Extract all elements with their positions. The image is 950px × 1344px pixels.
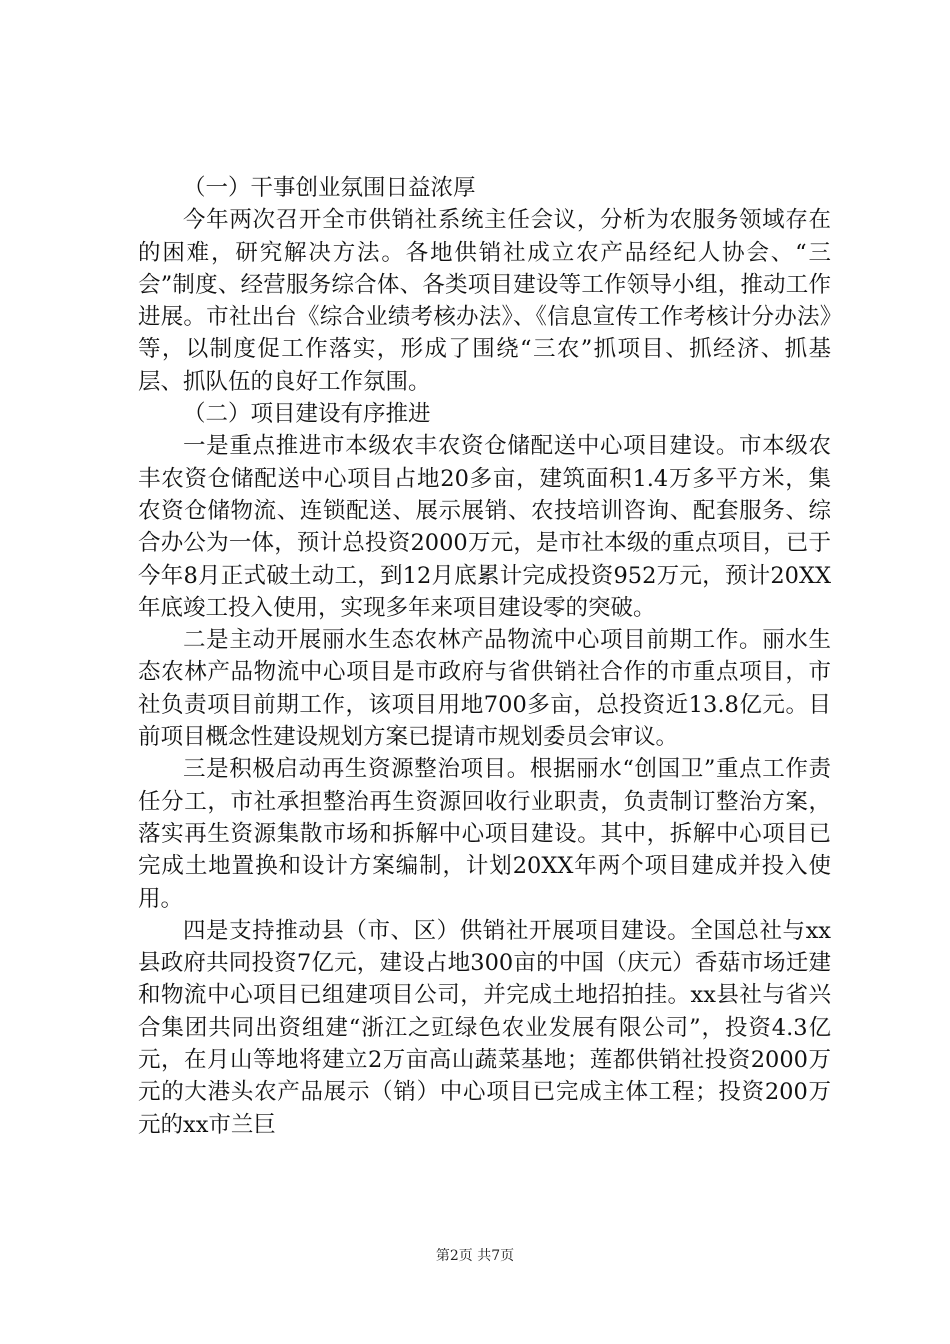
body-paragraph: 一是重点推进市本级农丰农资仓储配送中心项目建设。市本级农丰农资仓储配送中心项目占地20多亩，建筑面积1.4万多平方米，集农资仓储物流、连锁配送、展示展销、农技培训咨询、配套服务、综合办公为一体，预计总投资2000万元，是市社本级的重点项目，已于今年8月正式破土动工，到12月底累计完成投资952万元，预计20XX年底竣工投入使用，实现多年来项目建设零的突破。 xyxy=(138,433,831,621)
body-paragraph: 今年两次召开全市供销社系统主任会议，分析为农服务领域存在的困难，研究解决方法。各地供销社成立农产品经纪人协会、“三会”制度、经营服务综合体、各类项目建设等工作领导小组，推动工作进展。市社出台《综合业绩考核办法》、《信息宣传工作考核计分办法》等，以制度促工作落实，形成了围绕“三农”抓项目、抓经济、抓基层、抓队伍的良好工作氛围。 xyxy=(138,207,831,395)
document-body xyxy=(138,172,831,1141)
section-heading-2: （二）项目建设有序推进 xyxy=(183,401,431,428)
section-heading-1: （一）干事创业氛围日益浓厚 xyxy=(183,175,476,201)
body-paragraph: 二是主动开展丽水生态农林产品物流中心项目前期工作。丽水生态农林产品物流中心项目是市政府与省供销社合作的市重点项目，市社负责项目前期工作，该项目用地700多亩，总投资近13.8亿元。目前项目概念性建设规划方案已提请市规划委员会审议。 xyxy=(138,627,831,751)
body-paragraph: 四是支持推动县（市、区）供销社开展项目建设。全国总社与xx县政府共同投资7亿元，建设占地300亩的中国（庆元）香菇市场迁建和物流中心项目已组建项目公司，并完成土地招拍挂。xx县社与省兴合集团共同出资组建“浙江之豇绿色农业发展有限公司”，投资4.3亿元，在月山等地将建立2万亩高山蔬菜基地；莲都供销社投资2000万元的大港头农产品展示（销）中心项目已完成主体工程；投资200万元的xx市兰巨 xyxy=(138,917,831,1138)
page-number-footer: 第2页 共7页 xyxy=(435,1248,515,1264)
body-paragraph: 三是积极启动再生资源整治项目。根据丽水“创国卫”重点工作责任分工，市社承担整治再生资源回收行业职责，负责制订整治方案，落实再生资源集散市场和拆解中心项目建设。其中，拆解中心项目已完成土地置换和设计方案编制，计划20XX年两个项目建成并投入使用。 xyxy=(138,756,831,912)
